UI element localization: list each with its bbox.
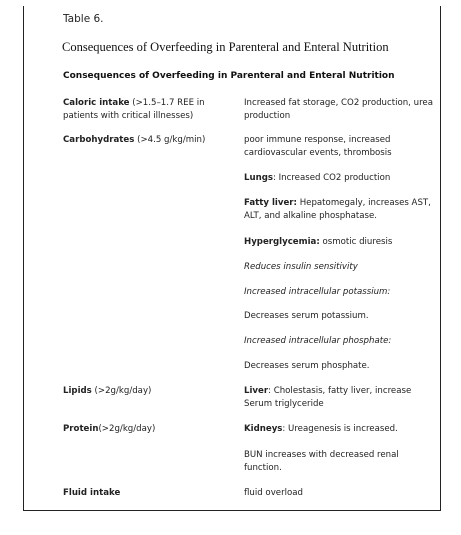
row-0-left-bold: Caloric intake bbox=[63, 98, 130, 108]
row-1-right-text: poor immune response, increased cardiovascular events, thrombosis bbox=[244, 135, 392, 158]
row-13-right-text: fluid overload bbox=[244, 488, 303, 498]
row-1-left-bold: Carbohydrates bbox=[63, 135, 135, 145]
table-row-12-right bbox=[244, 449, 434, 474]
table-row-13-left bbox=[63, 487, 241, 500]
row-4-right-text: osmotic diuresis bbox=[319, 237, 393, 247]
table-row-10-left bbox=[63, 385, 241, 398]
table-row-2-right bbox=[244, 172, 434, 185]
table-row-0-right bbox=[244, 97, 434, 122]
table-row-3-right bbox=[244, 197, 434, 222]
row-1-left-rest: (>4.5 g/kg/min) bbox=[134, 135, 206, 145]
row-10-left-rest: (>2g/kg/day) bbox=[91, 386, 152, 396]
table-row-10-right bbox=[244, 385, 434, 410]
row-8-right-italic: Increased intracellular phosphate: bbox=[244, 336, 392, 346]
table-row-9-right bbox=[244, 360, 434, 373]
row-7-right-text: Decreases serum potassium. bbox=[244, 311, 369, 321]
table-row-7-right bbox=[244, 310, 434, 323]
row-0-left-rest: (>1.5–1.7 REE in patients with critical illnesses) bbox=[63, 98, 205, 121]
row-13-left-bold: Fluid intake bbox=[63, 488, 121, 498]
row-6-right-italic: Increased intracellular potassium: bbox=[244, 287, 391, 297]
table-row-1-right bbox=[244, 134, 434, 159]
table-row-4-right bbox=[244, 236, 434, 249]
table-row-13-right bbox=[244, 487, 434, 500]
row-11-right-text: : Ureagenesis is increased. bbox=[282, 424, 398, 434]
row-4-right-bold: Hyperglycemia: bbox=[244, 237, 320, 247]
table-heading: Consequences of Overfeeding in Parenteral and Enteral Nutrition bbox=[63, 71, 395, 81]
row-12-right-text: BUN increases with decreased renal function. bbox=[244, 450, 399, 473]
table-row-1-left bbox=[63, 134, 241, 147]
row-9-right-text: Decreases serum phosphate. bbox=[244, 361, 370, 371]
table-row-6-right bbox=[244, 286, 434, 299]
row-11-right-bold: Kidneys bbox=[244, 424, 283, 434]
row-2-right-text: : Increased CO2 production bbox=[272, 173, 391, 183]
row-10-right-bold: Liver bbox=[244, 386, 269, 396]
row-5-right-italic: Reduces insulin sensitivity bbox=[244, 262, 358, 272]
row-3-right-text: Hepatomegaly, increases AST, ALT, and alkaline phosphatase. bbox=[244, 198, 431, 221]
row-10-left-bold: Lipids bbox=[63, 386, 92, 396]
table-row-5-right bbox=[244, 261, 434, 274]
table-row-11-right bbox=[244, 423, 434, 436]
table-row-0-left bbox=[63, 97, 241, 122]
table-caption: Consequences of Overfeeding in Parenteral and Enteral Nutrition bbox=[62, 40, 389, 54]
row-0-right-text: Increased fat storage, CO2 production, urea production bbox=[244, 98, 433, 121]
table-label: Table 6. bbox=[63, 13, 104, 25]
row-3-right-bold: Fatty liver: bbox=[244, 198, 297, 208]
row-10-right-text: : Cholestasis, fatty liver, increase Serum triglyceride bbox=[244, 386, 412, 409]
table-row-8-right bbox=[244, 335, 434, 348]
row-2-right-bold: Lungs bbox=[244, 173, 273, 183]
row-11-left-bold: Protein bbox=[63, 424, 99, 434]
row-11-left-rest: (>2g/kg/day) bbox=[98, 424, 156, 434]
table-row-11-left bbox=[63, 423, 241, 436]
